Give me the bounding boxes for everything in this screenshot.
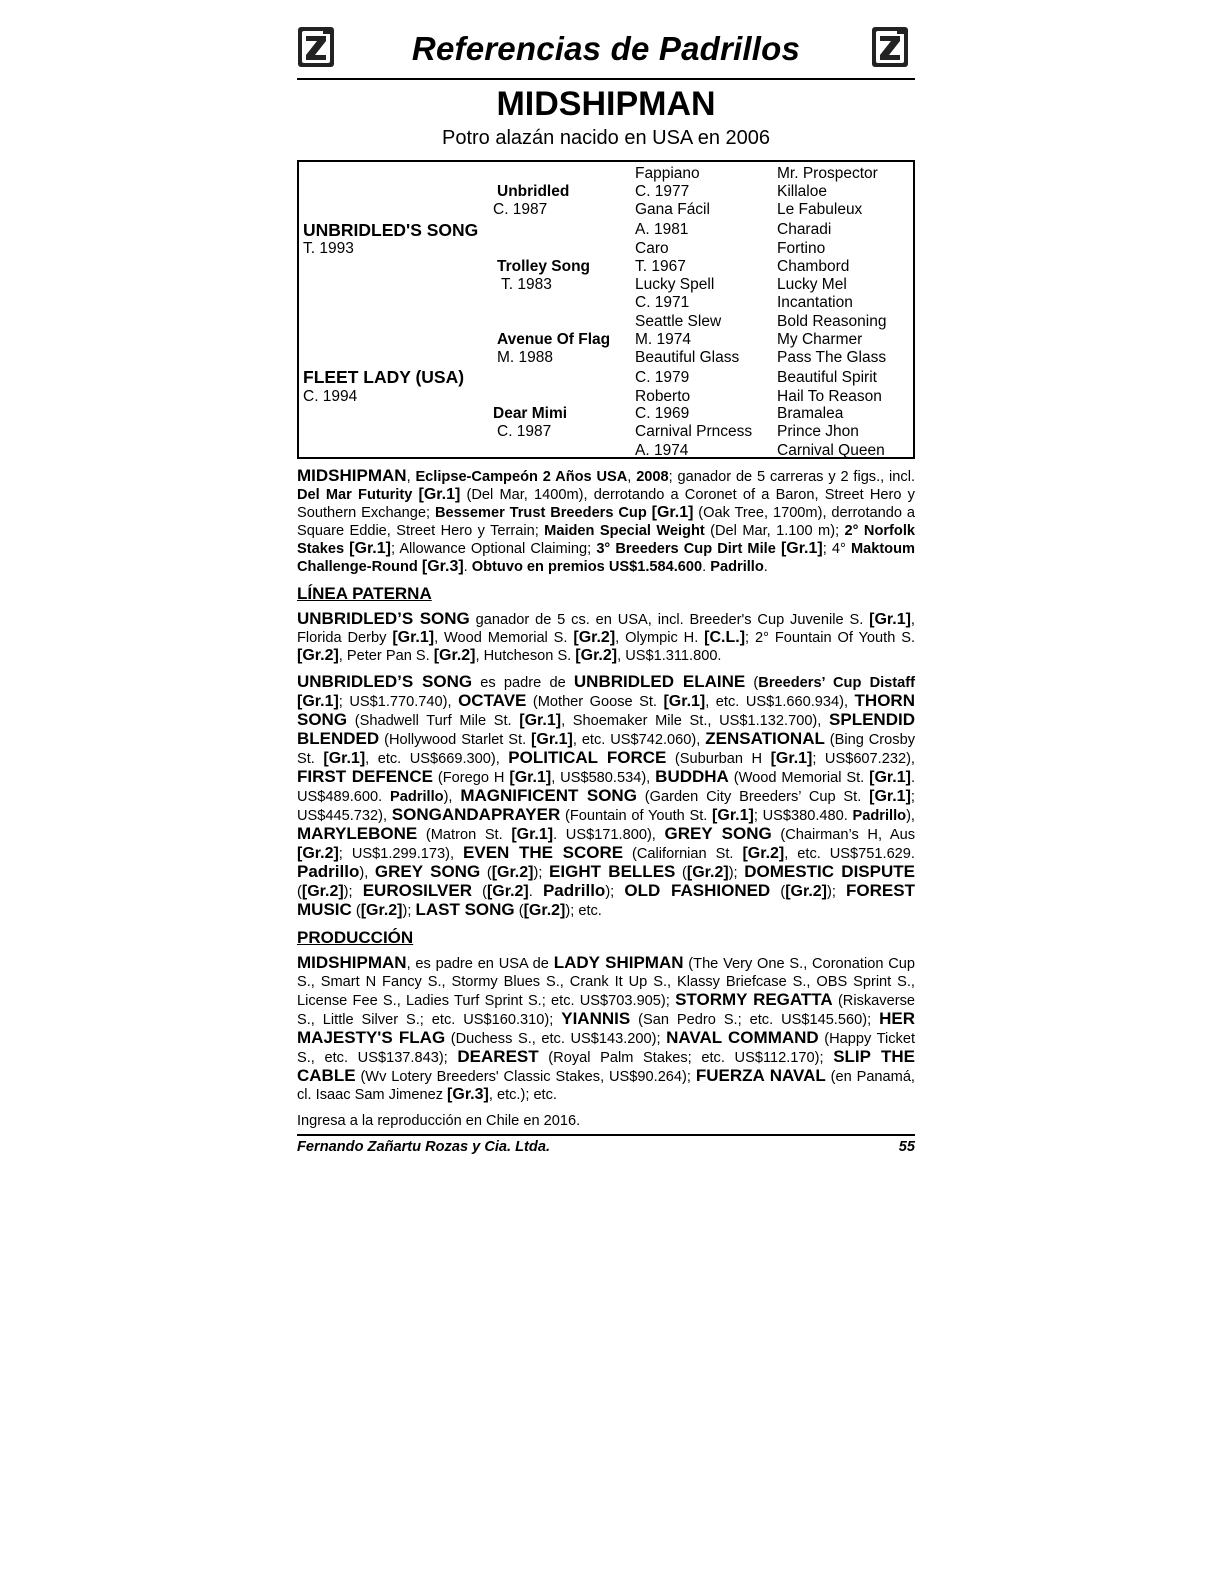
- g3-cell: Caro: [635, 240, 669, 257]
- g3-cell: C. 1969: [635, 405, 690, 422]
- sire-dam-name: Trolley Song: [497, 258, 591, 275]
- g3-cell: Carnival Prncess: [635, 423, 753, 440]
- g3-cell: Fappiano: [635, 165, 700, 182]
- g3-cell: T. 1967: [635, 258, 686, 275]
- g4-cell: Bramalea: [777, 405, 844, 422]
- g3-cell: Beautiful Glass: [635, 349, 740, 366]
- g4-cell: Charadi: [777, 221, 832, 238]
- g4-cell: Beautiful Spirit: [777, 369, 877, 386]
- page-footer: [297, 1134, 915, 1159]
- sire-year: T. 1993: [303, 240, 354, 257]
- sire-record-paragraph: UNBRIDLED’S SONG ganador de 5 cs. en USA, incl. Breeder's Cup Juvenile S. [Gr.1], Florida Derby [Gr.1], Wood Memorial S. [Gr.2], Olympic H. [C.L.]; 2° Fountain Of Youth S. [Gr.2], Peter Pan S. [Gr.2], Hutcheson S. [Gr.2], US$1.311.800.: [297, 609, 915, 664]
- g4-cell: Chambord: [777, 258, 850, 275]
- dam-name: FLEET LADY (USA): [303, 367, 465, 387]
- g4-cell: Hail To Reason: [777, 388, 882, 405]
- dam-sire-name: Avenue Of Flag: [497, 331, 611, 348]
- section-title-produccion: PRODUCCIÓN: [297, 928, 414, 947]
- g4-cell: Mr. Prospector: [777, 165, 878, 182]
- brand-logo-icon: [869, 24, 911, 70]
- g3-cell: M. 1974: [635, 331, 692, 348]
- production-paragraph: MIDSHIPMAN, es padre en USA de LADY SHIPMAN (The Very One S., Coronation Cup S., Smart N Fancy S., Stormy Blues S., Crank It Up S., Klassy Briefcase S., OBS Sprint S., License Fee S., Ladies Turf Sprint S.; etc. US$703.905); STORMY REGATTA (Riskaverse S., Little Silver S.; etc. US$160.310); YIANNIS (San Pedro S.; etc. US$145.560); HER MAJESTY'S FLAG (Duchess S., etc. US$143.200); NAVAL COMMAND (Happy Ticket S., etc. US$137.843); DEAREST (Royal Palm Stakes; etc. US$112.170); SLIP THE CABLE (Wv Lotery Breeders' Classic Stakes, US$90.264); FUERZA NAVAL (en Panamá, cl. Isaac Sam Jimenez [Gr.3], etc.); etc.: [297, 953, 915, 1103]
- g3-cell: C. 1971: [635, 294, 690, 311]
- sire-sire-year: C. 1987: [493, 201, 548, 218]
- g4-cell: Incantation: [777, 294, 853, 311]
- sire-sire-name: Unbridled: [497, 183, 570, 200]
- section-title-paterna: LÍNEA PATERNA: [297, 584, 432, 603]
- dam-year: C. 1994: [303, 388, 358, 405]
- g3-cell: A. 1974: [635, 442, 689, 459]
- horse-subtitle: Potro alazán nacido en USA en 2006: [441, 127, 771, 149]
- g3-cell: Gana Fácil: [635, 201, 710, 218]
- g4-cell: Pass The Glass: [777, 349, 887, 366]
- page-header: [297, 20, 915, 80]
- g4-cell: Carnival Queen: [777, 442, 885, 459]
- footer-company: Fernando Zañartu Rozas y Cia. Ltda.: [297, 1139, 550, 1155]
- g4-cell: Fortino: [777, 240, 826, 257]
- pedigree-table: [297, 160, 915, 459]
- g3-cell: C. 1977: [635, 183, 690, 200]
- sire-name: UNBRIDLED'S SONG: [303, 220, 479, 240]
- page: [297, 20, 915, 1159]
- horse-name: MIDSHIPMAN: [496, 85, 716, 123]
- g4-cell: My Charmer: [777, 331, 863, 348]
- g3-cell: C. 1979: [635, 369, 690, 386]
- race-record-paragraph: MIDSHIPMAN, Eclipse-Campeón 2 Años USA, 2008; ganador de 5 carreras y 2 figs., incl. Del Mar Futurity [Gr.1] (Del Mar, 1400m), derrotando a Coronet of a Baron, Street Hero y Southern Exchange; Bessemer Trust Breeders Cup [Gr.1] (Oak Tree, 1700m), derrotando a Square Eddie, Street Hero y Terrain; Maiden Special Weight (Del Mar, 1.100 m); 2° Norfolk Stakes [Gr.1]; Allowance Optional Claiming; 3° Breeders Cup Dirt Mile [Gr.1]; 4° Maktoum Challenge-Round [Gr.3]. Obtuvo en premios US$1.584.600. Padrillo.: [297, 466, 916, 575]
- g3-cell: A. 1981: [635, 221, 689, 238]
- closing-note: Ingresa a la reproducción en Chile en 2016.: [297, 1113, 581, 1129]
- page-title: Referencias de Padrillos: [411, 30, 801, 67]
- page-number: 55: [898, 1139, 915, 1155]
- dam-dam-year: C. 1987: [497, 423, 552, 440]
- g3-cell: Roberto: [635, 388, 691, 405]
- g3-cell: Seattle Slew: [635, 313, 722, 330]
- g4-cell: Le Fabuleux: [777, 201, 863, 218]
- g4-cell: Killaloe: [777, 183, 827, 200]
- dam-dam-name: Dear Mimi: [493, 405, 568, 422]
- g3-cell: Lucky Spell: [635, 276, 715, 293]
- g4-cell: Lucky Mel: [777, 276, 847, 293]
- g4-cell: Bold Reasoning: [777, 313, 887, 330]
- sire-dam-year: T. 1983: [501, 276, 552, 293]
- sire-progeny-paragraph: UNBRIDLED’S SONG es padre de UNBRIDLED ELAINE (Breeders’ Cup Distaff [Gr.1]; US$1.770.740), OCTAVE (Mother Goose St. [Gr.1], etc. US$1.660.934), THORN SONG (Shadwell Turf Mile St. [Gr.1], Shoemaker Mile St., US$1.132.700), SPLENDID BLENDED (Hollywood Starlet St. [Gr.1], etc. US$742.060), ZENSATIONAL (Bing Crosby St. [Gr.1], etc. US$669.300), POLITICAL FORCE (Suburban H [Gr.1]; US$607.232), FIRST DEFENCE (Forego H [Gr.1], US$580.534), BUDDHA (Wood Memorial St. [Gr.1]. US$489.600. Padrillo), MAGNIFICENT SONG (Garden City Breeders’ Cup St. [Gr.1]; US$445.732), SONGANDAPRAYER (Fountain of Youth St. [Gr.1]; US$380.480. Padrillo), MARYLEBONE (Matron St. [Gr.1]. US$171.800), GREY SONG (Chairman’s H, Aus [Gr.2]; US$1.299.173), EVEN THE SCORE (Californian St. [Gr.2], etc. US$751.629. Padrillo), GREY SONG ([Gr.2]); EIGHT BELLES ([Gr.2]); DOMESTIC DISPUTE ([Gr.2]); EUROSILVER ([Gr.2]. Padrillo); OLD FASHIONED ([Gr.2]); FOREST MUSIC ([Gr.2]); LAST SONG ([Gr.2]); etc.: [297, 672, 915, 919]
- g4-cell: Prince Jhon: [777, 423, 859, 440]
- dam-sire-year: M. 1988: [497, 349, 554, 366]
